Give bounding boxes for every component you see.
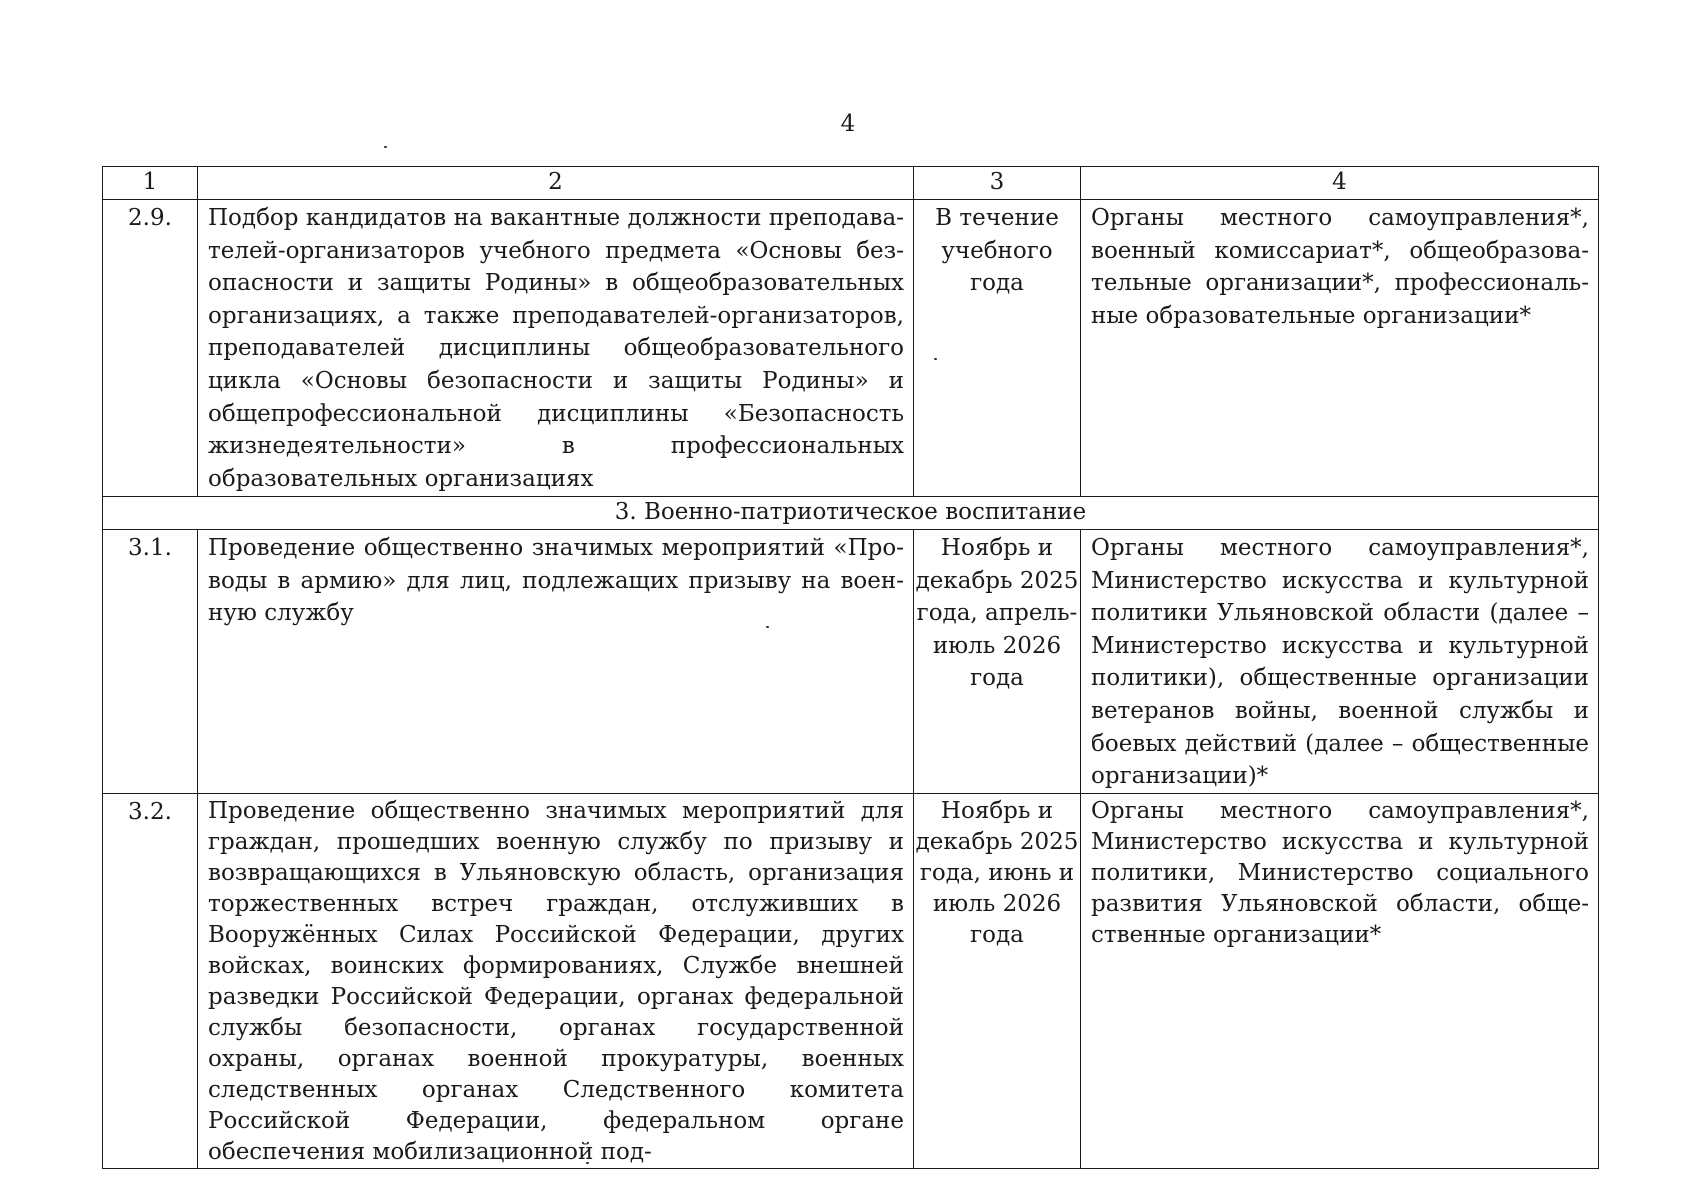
section-title: 3. Военно-патриотическое воспитание: [103, 497, 1599, 530]
row-number: 3.1.: [103, 530, 198, 794]
row-description: Проведение общественно значимых мероприятий «Проводы в армию» для лиц, подлежащих призыву на военную службу: [198, 530, 914, 794]
column-header: 4: [1081, 167, 1599, 200]
row-description: Проведение общественно значимых мероприятий для граждан, прошедших военную службу по призыву и возвращающихся в Ульяновскую область, организация торжественных встреч граждан, отслуживших в Вооружённых Силах Российской Федерации, других войсках, воинских формированиях, Службе внешней разведки Российской Федерации, органах федеральной службы безопасности, органах государственной охраны, органах военной прокуратуры, военных следственных органах Следственного комитета Российской Федерации, федеральном органе обеспечения мобилизационной под-: [198, 793, 914, 1168]
table-row: [103, 793, 1599, 1168]
row-responsible: Органы местного самоуправления*, Министерство искусства и культурной политики Ульяновской области (далее – Министерство искусства и культурной политики), общественные организации ветеранов войны, военной службы и боевых действий (далее – общественные организации)*: [1081, 530, 1599, 794]
plan-table: [102, 166, 1599, 1169]
table-row: [103, 530, 1599, 794]
row-responsible: Органы местного самоуправления*, Министерство искусства и культурной политики, Министерство социального развития Ульяновской области, общественные организации*: [1081, 793, 1599, 1168]
row-number: 2.9.: [103, 200, 198, 497]
row-term: Ноябрь и декабрь 2025 года, июнь и июль 2026 года: [914, 793, 1081, 1168]
table-header-row: [103, 167, 1599, 200]
row-term: Ноябрь и декабрь 2025 года, апрель-июль 2026 года: [914, 530, 1081, 794]
column-header: 3: [914, 167, 1081, 200]
section-row: [103, 497, 1599, 530]
row-number: 3.2.: [103, 793, 198, 1168]
column-header: 1: [103, 167, 198, 200]
row-responsible: Органы местного самоуправления*, военный комиссариат*, общеобразовательные организации*, профессиональные образовательные организации*: [1081, 200, 1599, 497]
table-row: [103, 200, 1599, 497]
scan-speck: [384, 146, 387, 148]
row-term: В течение учебного года: [914, 200, 1081, 497]
row-description: Подбор кандидатов на вакантные должности преподавателей-организаторов учебного предмета «Основы безопасности и защиты Родины» в общеобразовательных организациях, а также преподавателей-организаторов, преподавателей дисциплины общеобразовательного цикла «Основы безопасности и защиты Родины» и общепрофессиональной дисциплины «Безопасность жизнедеятельности» в профессиональных образовательных организациях: [198, 200, 914, 497]
column-header: 2: [198, 167, 914, 200]
page-number: 4: [840, 111, 856, 137]
